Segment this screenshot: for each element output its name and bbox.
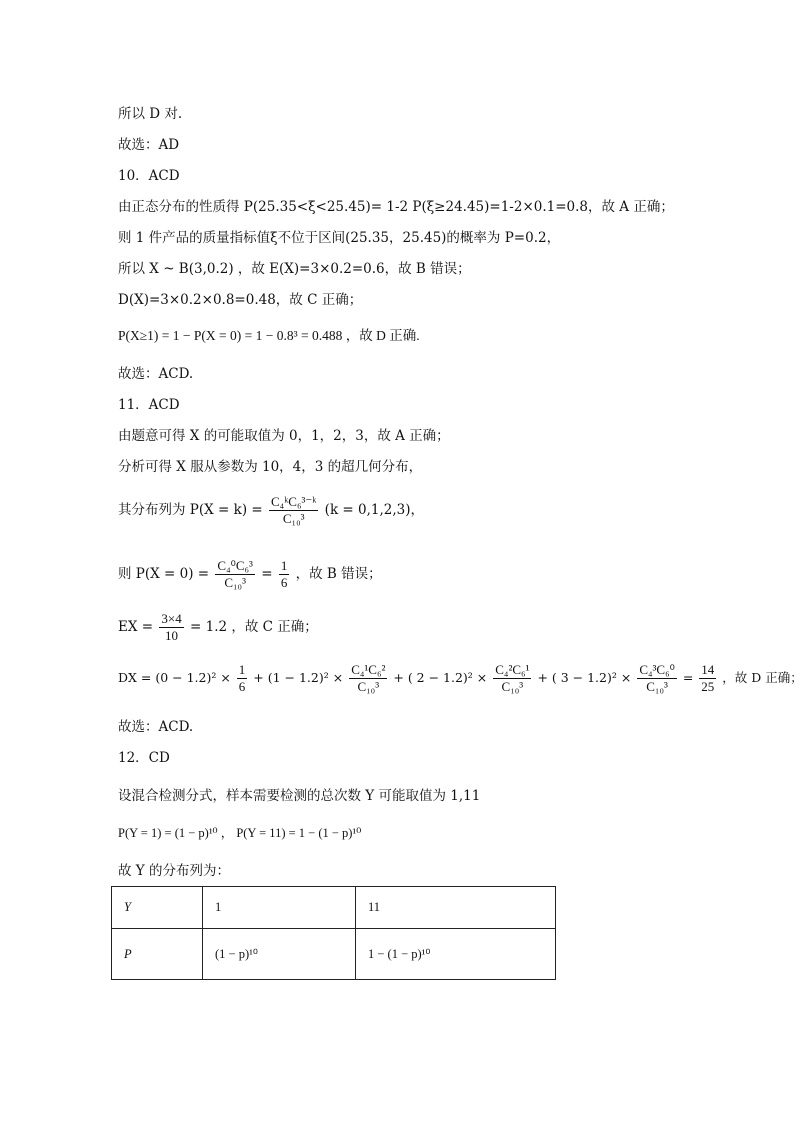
text-line: 由正态分布的性质得 P(25.35<ξ<25.45)= 1-2 P(ξ≥24.45)=1-2×0.1=0.8，故 A 正确； — [118, 199, 674, 215]
numerator: C₄ᵏC₆³⁻ᵏ — [271, 494, 317, 509]
formula-line — [118, 558, 382, 591]
fraction — [493, 662, 531, 695]
text-span: 则 P(X = 0) = — [118, 566, 210, 582]
question-header: 12．CD — [118, 750, 170, 766]
numerator: C₄¹C₆² — [351, 662, 386, 677]
formula-line: P(Y = 1) = (1 − p)¹⁰ ， P(Y = 11) = 1 − (1 − p)¹⁰ — [118, 826, 362, 840]
denominator: C₁₀³ — [646, 679, 668, 694]
question-header: 11．ACD — [118, 397, 180, 413]
text-line: D(X)=3×0.2×0.8=0.48，故 C 正确； — [118, 292, 363, 308]
text-span: + ( 2 − 1.2)² × — [393, 670, 488, 685]
text-line: 所以 X ~ B(3,0.2) ，故 E(X)=3×0.2=0.6，故 B 错误； — [118, 261, 471, 277]
text-line: 则 1 件产品的质量指标值ξ不位于区间(25.35，25.45)的概率为 P=0.2， — [118, 230, 561, 246]
text-span: EX = — [118, 619, 154, 635]
text-line: 故 Y 的分布列为： — [118, 863, 230, 879]
fraction — [699, 662, 716, 695]
table-cell: Y — [112, 887, 203, 929]
denominator: 10 — [165, 628, 179, 643]
fraction — [279, 558, 290, 591]
denominator: 25 — [701, 679, 715, 694]
text-span: = 1.2 ，故 C 正确； — [190, 619, 318, 635]
text-line: 由题意可得 X 的可能取值为 0，1，2，3，故 A 正确； — [118, 428, 450, 444]
denominator: C₁₀³ — [357, 679, 380, 694]
fraction — [637, 662, 677, 695]
fraction — [215, 558, 255, 591]
fraction — [159, 611, 183, 644]
numerator: 14 — [701, 662, 715, 677]
distribution-table — [111, 886, 556, 980]
text-span: + ( 3 − 1.2)² × — [537, 670, 632, 685]
denominator: C₁₀³ — [224, 575, 246, 590]
fraction — [237, 662, 248, 695]
denominator: C₁₀³ — [282, 511, 305, 526]
numerator: 1 — [238, 662, 246, 677]
text-span: 其分布列为 P(X = k) = — [118, 502, 263, 518]
table-cell: 1 — [203, 887, 356, 929]
numerator: 3×4 — [161, 611, 182, 626]
text-span: DX = (0 − 1.2)² × — [118, 670, 231, 685]
numerator: C₄⁰C₆³ — [217, 558, 253, 573]
formula-line — [118, 662, 803, 695]
numerator: C₄²C₆¹ — [495, 662, 530, 677]
table-cell: P — [112, 929, 203, 980]
formula-line: P(X≥1) = 1 − P(X = 0) = 1 − 0.8³ = 0.488 ，故 D 正确. — [118, 328, 420, 343]
denominator: C₁₀³ — [501, 679, 524, 694]
text-line: 所以 D 对. — [118, 106, 183, 122]
text-span: = — [261, 566, 273, 582]
numerator: 1 — [280, 558, 288, 573]
fraction — [349, 662, 387, 695]
table-cell: 1 − (1 − p)¹⁰ — [356, 929, 556, 980]
text-line: 故选：ACD. — [118, 719, 194, 735]
question-header: 10．ACD — [118, 168, 180, 184]
text-line: 设混合检测分式，样本需要检测的总次数 Y 可能取值为 1,11 — [118, 788, 481, 804]
formula-line — [118, 611, 318, 644]
table-row — [112, 929, 556, 980]
table-cell: 11 — [356, 887, 556, 929]
text-line: 故选：AD — [118, 137, 180, 153]
denominator: 6 — [280, 575, 288, 590]
text-line: 分析可得 X 服从参数为 10，4，3 的超几何分布， — [118, 459, 423, 475]
text-span: ，故 B 错误； — [295, 566, 382, 582]
fraction — [269, 494, 318, 527]
denominator: 6 — [238, 679, 246, 694]
text-span: + (1 − 1.2)² × — [253, 670, 344, 685]
text-span: (k = 0,1,2,3)， — [324, 502, 425, 518]
text-span: = — [682, 670, 694, 685]
formula-line — [118, 494, 424, 527]
text-line: 故选：ACD. — [118, 366, 194, 382]
table-cell: (1 − p)¹⁰ — [203, 929, 356, 980]
text-span: ，故 D 正确； — [722, 670, 803, 685]
table-row — [112, 887, 556, 929]
numerator: C₄³C₆⁰ — [639, 662, 675, 677]
